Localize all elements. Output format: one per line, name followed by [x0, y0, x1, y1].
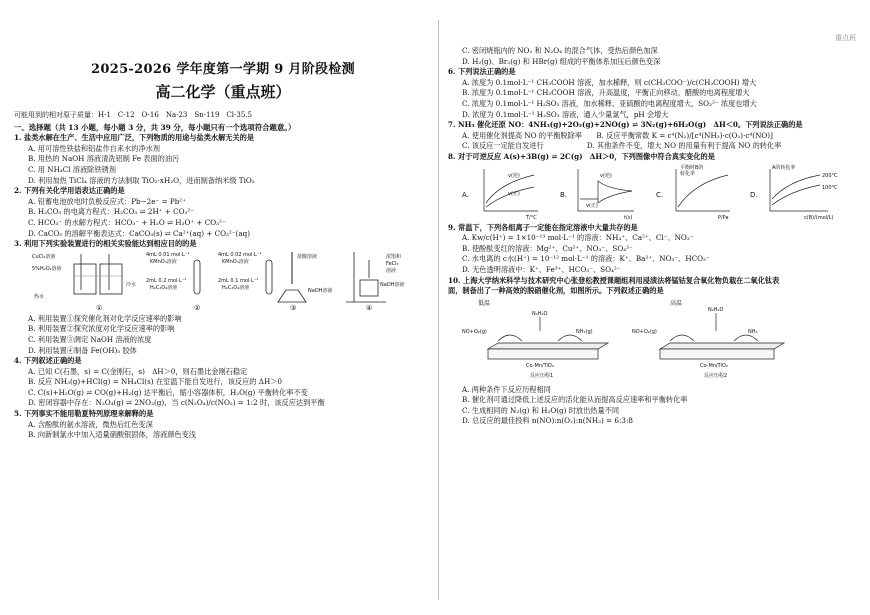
- option-b: B. 用热的 NaOH 溶液清洗铝制 Fe 表面的油污: [28, 154, 180, 164]
- graph-c-label-2: 转化率: [680, 170, 696, 177]
- mech1-support: Co-Mn/TiO₂: [526, 362, 554, 369]
- fig-num-3: ③: [290, 303, 297, 312]
- option-b: B. 反应 NH₃(g)+HCl(g) = NH₄Cl(s) 在室温下能自发进行，该反应的 ΔH＞0: [28, 377, 282, 387]
- option-b: B. 利用装置②探究浓度对化学反应速率的影响: [28, 324, 175, 334]
- option-c: C. 利用装置③测定 NaOH 溶液的浓度: [28, 334, 152, 344]
- option-cd: C. 该反应一定能自发进行 D. 其他条件不变，增大 NO 的用量有利于提高 NO 的转化率: [462, 141, 782, 151]
- apparatus-figure: [14, 250, 432, 314]
- option-b: B. 浓度为 0.1mol·L⁻¹ CH₃COOH 溶液，升高温度，平衡正向移动，醋酸的电离程度增大: [462, 88, 750, 98]
- fig2-label-3: 2mL 0.2 mol·L⁻¹: [146, 277, 187, 284]
- fig3-label-3: 2mL 0.1 mol·L⁻¹: [218, 277, 259, 284]
- fig5-label-4: NaOH溶液: [380, 281, 405, 288]
- question-stem: 4. 下列叙述正确的是: [14, 356, 82, 366]
- graph-a-letter: A.: [462, 190, 469, 199]
- mech2-support: Co-Mn/TiO₂: [700, 362, 728, 369]
- mech1-output: NH₃(g): [576, 328, 593, 335]
- corner-mark: 重点班: [835, 34, 856, 42]
- question-stem: 1. 盐类水解在生产、生活中应用广泛，下列物质的用途与盐类水解无关的是: [14, 133, 255, 143]
- option-b: B. 催化剂可通过降低上述反应的活化能从而提高反应速率和平衡转化率: [462, 395, 688, 405]
- question-10: [448, 276, 860, 428]
- question-3: [14, 239, 432, 356]
- fig5-label-2: FeCl₃: [386, 260, 399, 267]
- option-d: D. 无色透明溶液中：K⁺、Fe³⁺、HCO₃⁻、SO₄²⁻: [462, 264, 621, 274]
- mech2-path-label: 反应历程2: [704, 372, 728, 379]
- mech2-product: N₂H₂O: [708, 306, 724, 313]
- option-d: D. CaCO₃ 的溶解平衡表达式：CaCO₃(s) ⇌ Ca²⁺(aq) + CO₃²⁻(aq): [28, 228, 251, 238]
- option-c: C. C(s)+H₂O(g) ⇌ CO(g)+H₂(g) 达平衡后，缩小容器体积，H₂O(g) 平衡转化率不变: [28, 387, 308, 397]
- option-a: A. 铅蓄电池放电时负极反应式：Pb−2e⁻ = Pb²⁺: [28, 196, 186, 206]
- fig3-label-4: H₂C₂O₄溶液: [222, 284, 250, 291]
- left-column: [14, 0, 432, 441]
- apparatus-1: [32, 253, 136, 312]
- mech1-path-label: 反应历程1: [530, 372, 554, 379]
- question-stem: 5. 下列事实不能用勒夏特列原理来解释的是: [14, 409, 154, 419]
- option-c: C. 用 NH₄Cl 溶液除铁锈剂: [28, 164, 116, 174]
- question-6: [448, 67, 860, 120]
- fig2-label-1: 4mL 0.01 mol·L⁻¹: [146, 251, 190, 258]
- fig1-label-h2o2: 5%H₂O₂溶液: [32, 265, 62, 272]
- option-a: A. Kw/c(H⁺) = 1×10⁻¹³ mol·L⁻¹ 的溶液：NH₄⁺、Ca²⁺、Cl⁻、NO₃⁻: [462, 233, 694, 243]
- option-d: D. H₂(g)、Br₂(g) 和 HBr(g) 组成的平衡体系加压后颜色变深: [462, 56, 661, 66]
- mech1-product: N₂H₂O: [532, 310, 548, 317]
- graph-a-xlabel: T/°C: [526, 214, 537, 221]
- question-stem-2: 面，制备出了一种高效的脱硝催化剂，如图所示。下列叙述正确的是: [448, 286, 664, 296]
- fig-num-4: ④: [366, 303, 373, 312]
- graph-c-letter: C.: [656, 190, 664, 199]
- exam-title: 2025-2026 学年度第一学期 9 月阶段检测: [91, 62, 355, 77]
- option-ab: A. 使用催化剂提高 NO 的平衡脱除率 B. 反应平衡常数 K = c⁴(N₂)/[c⁴(NH₃)·c(O₂)·c⁴(NO)]: [462, 130, 773, 140]
- question-8: [448, 152, 860, 223]
- graph-b-xlabel: t(s): [624, 214, 633, 221]
- graph-options-figure: [448, 163, 860, 223]
- question-1: [14, 133, 432, 186]
- graph-b-label-2: v(正): [586, 202, 598, 209]
- option-a: A. 浓度为 0.1mol·L⁻¹ CH₃COOH 溶液，加水稀释，则 c(CH₃COO⁻)/c(CH₃COOH) 增大: [462, 77, 757, 87]
- apparatus-3: [218, 252, 272, 294]
- option-c: C. HCO₃⁻ 的水解方程式：HCO₃⁻ + H₂O ⇌ H₃O⁺ + CO₃²⁻: [28, 217, 226, 227]
- question-stem: 7. NH₃ 催化还原 NO：4NH₃(g)+2O₂(g)+2NO(g) ⇌ 3N₂(g)+6H₂O(g) ΔH＜0。下列说法正确的是: [448, 120, 803, 130]
- question-stem: 10. 上海大学纳米科学与技术研究中心张登松教授课题组利用浸渍法将锰钴复合氧化物负载在二氧化钛表: [448, 275, 780, 285]
- fig5-label-3: 溶液: [386, 267, 397, 274]
- question-5: [14, 409, 432, 441]
- low-temp-label: 低温: [478, 299, 491, 307]
- graph-d-label-3: 100°C: [822, 184, 838, 191]
- fig-num-1: ①: [96, 303, 103, 312]
- option-b: B. 使酚酞变红的溶液：Mg²⁺、Cu²⁺、NO₃⁻、SO₄²⁻: [462, 243, 633, 253]
- apparatus-4: [278, 252, 333, 312]
- question-stem: 9. 常温下，下列各组离子一定能在指定溶液中大量共存的是: [448, 222, 638, 232]
- question-stem: 2. 下列有关化学用语表达正确的是: [14, 186, 125, 196]
- option-b: B. H₂CO₃ 的电离方程式：H₂CO₃ ⇌ 2H⁺ + CO₃²⁻: [28, 207, 195, 217]
- mechanism-2: [632, 307, 784, 379]
- graph-d-label-2: 200°C: [822, 172, 838, 179]
- question-2: [14, 186, 432, 239]
- question-9: [448, 223, 860, 276]
- fig-num-2: ②: [194, 303, 201, 312]
- question-stem: 6. 下列说法正确的是: [448, 67, 516, 77]
- question-4: [14, 356, 432, 409]
- option-a: A. 两种条件下反应历程相同: [462, 384, 551, 394]
- fig1-label-hot: 热水: [34, 293, 45, 300]
- question-stem: 3. 利用下列实验装置进行的相关实验能达到相应目的的是: [14, 239, 197, 249]
- apparatus-2: [146, 252, 200, 312]
- question-5-continued: [448, 46, 860, 67]
- atomic-mass-line: 可能用到的相对原子质量：H-1 C-12 O-16 Na-23 Sn-119 Cl-35.5: [14, 111, 252, 119]
- option-a: A. 利用装置①探究催化剂对化学反应速率的影响: [28, 313, 182, 323]
- fig4-label-naoh: NaOH溶液: [308, 287, 333, 294]
- option-a: A. 含酚酞的氨水溶液，微热后红色变深: [28, 419, 153, 429]
- option-c: C. 水电离的 c水(H⁺) = 10⁻¹² mol·L⁻¹ 的溶液：K⁺、Ba²⁺、NO₃⁻、HCO₃⁻: [462, 254, 710, 264]
- fig1-label-cucl2: CuCl₂溶液: [32, 253, 56, 260]
- mech2-output: NH₃: [748, 328, 758, 335]
- fig4-label-acid: 盐酸溶液: [297, 253, 318, 260]
- exam-subtitle: 高二化学（重点班）: [155, 83, 291, 101]
- mechanism-1: [462, 311, 608, 379]
- graph-a-label-1: v(逆): [508, 172, 520, 179]
- graph-d-label-1: A的转化率: [772, 164, 796, 171]
- option-d: D. 浓度为 0.1mol·L⁻¹ H₂SO₃ 溶液，通入少量氯气，pH 会增大: [462, 109, 669, 119]
- question-stem: 8. 对于可逆反应 A(s)+3B(g) ⇌ 2C(g) ΔH＞0，下列图像中符合真实变化的是: [448, 151, 715, 161]
- right-column: [448, 46, 860, 427]
- graph-d-xlabel: c(B)/(mol/L): [804, 214, 834, 221]
- option-d: D. 利用加热 TiCl₄ 溶液的方法制取 TiO₂·xH₂O，进而制备纳米级 TiO₂: [28, 175, 255, 185]
- high-temp-label: 高温: [670, 299, 683, 307]
- fig5-label-1: 浓饱和: [386, 253, 402, 260]
- mech1-input: NO+O₂(g): [462, 328, 487, 335]
- column-divider: [438, 20, 439, 600]
- graph-b-letter: B.: [560, 190, 568, 199]
- mech2-input: NO+O₂(g): [632, 328, 657, 335]
- option-c: C. 生成相同的 N₂(g) 和 H₂O(g) 时放出热量不同: [462, 405, 620, 415]
- graph-d-letter: D.: [750, 190, 758, 199]
- fig1-label-cold: 冷水: [126, 281, 137, 288]
- option-d: D. 密闭容器中存在：N₂O₄(g) ⇌ 2NO₂(g)，当 c(N₂O₄)/c(NO₂) = 1:2 时，该反应达到平衡: [28, 398, 325, 408]
- question-7: [448, 120, 860, 152]
- catalyst-mechanism-figure: [448, 297, 860, 385]
- option-a: A. 用可溶性铁盐和铝盐作自来水的净水剂: [28, 143, 160, 153]
- graph-a-label-2: v(正): [508, 190, 520, 197]
- fig3-label-1: 4mL 0.02 mol·L⁻¹: [218, 251, 262, 258]
- graph-b-label-1: v(逆): [600, 172, 612, 179]
- option-a: A. 已知 C(石墨，s) = C(金刚石，s) ΔH＞0，则石墨比金刚石稳定: [28, 366, 248, 376]
- option-d: D. 利用装置④制备 Fe(OH)₃ 胶体: [28, 345, 137, 355]
- option-c: C. 密闭烧瓶内的 NO₂ 和 N₂O₄ 的混合气体，受热后颜色加深: [462, 46, 658, 55]
- section-one-heading: 一、选择题（共 13 小题，每小题 3 分，共 39 分，每小题只有一个选项符合题意。）: [14, 122, 296, 132]
- apparatus-5: [346, 252, 405, 312]
- fig3-label-2: KMnO₄溶液: [222, 258, 249, 265]
- graph-c-label-1: 平衡时B的: [680, 164, 704, 171]
- option-d: D. 总反应的最佳投料 n(NO):n(O₂):n(NH₃) = 6:3:8: [462, 416, 633, 426]
- fig2-label-4: H₂C₂O₄溶液: [150, 284, 178, 291]
- option-c: C. 浓度为 0.1mol·L⁻¹ H₂SO₃ 溶液，加水稀释，亚硫酸的电离程度增大，SO₃²⁻ 浓度也增大: [462, 98, 757, 108]
- fig2-label-2: KMnO₄溶液: [150, 258, 177, 265]
- graph-c-xlabel: P/Pa: [718, 214, 729, 221]
- option-b: B. 向新制氯水中加入适量硝酸银固体，溶液颜色变浅: [28, 430, 196, 440]
